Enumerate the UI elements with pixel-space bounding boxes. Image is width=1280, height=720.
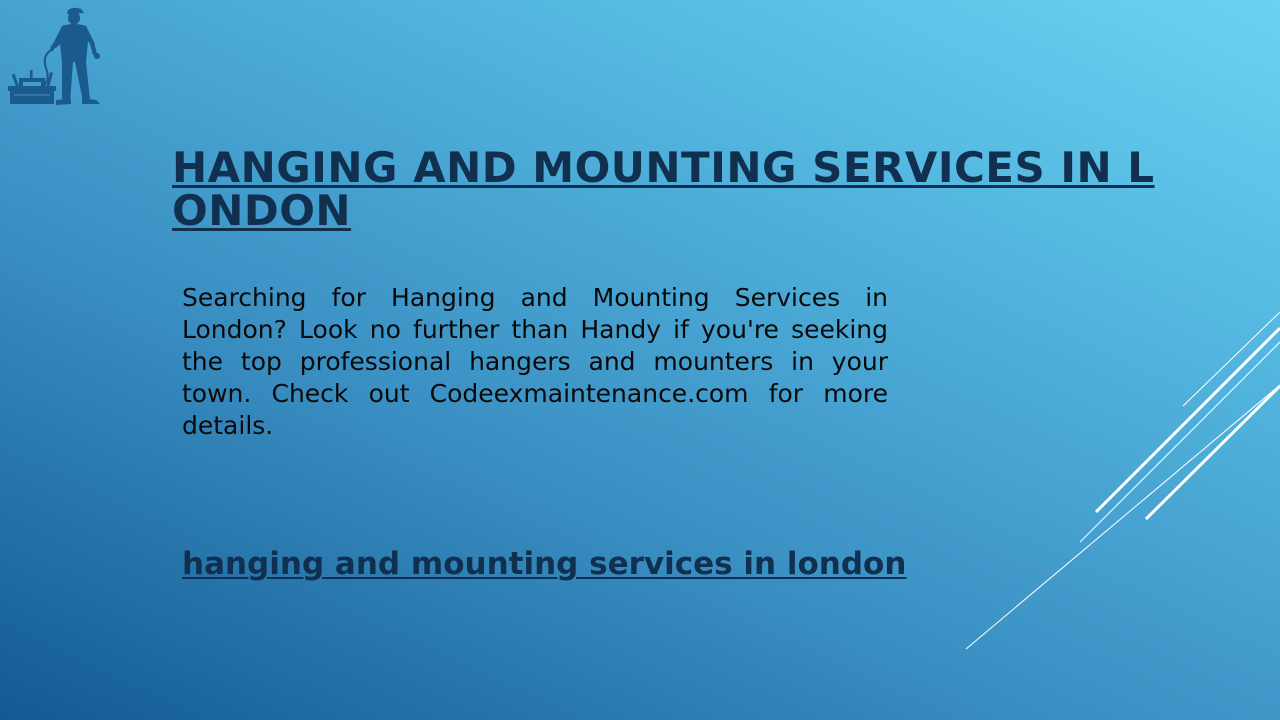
handyman-with-toolbox-icon [4, 4, 104, 108]
description-text: Searching for Hanging and Mounting Services in London? Look no further than Handy if you're seeking the top professional hangers and mounters in your town. Check out Codeexmaintenance.com for more details. [182, 283, 888, 440]
services-link[interactable]: hanging and mounting services in london [182, 546, 907, 582]
slide-title: HANGING AND MOUNTING SERVICES IN LONDON [172, 143, 1155, 235]
